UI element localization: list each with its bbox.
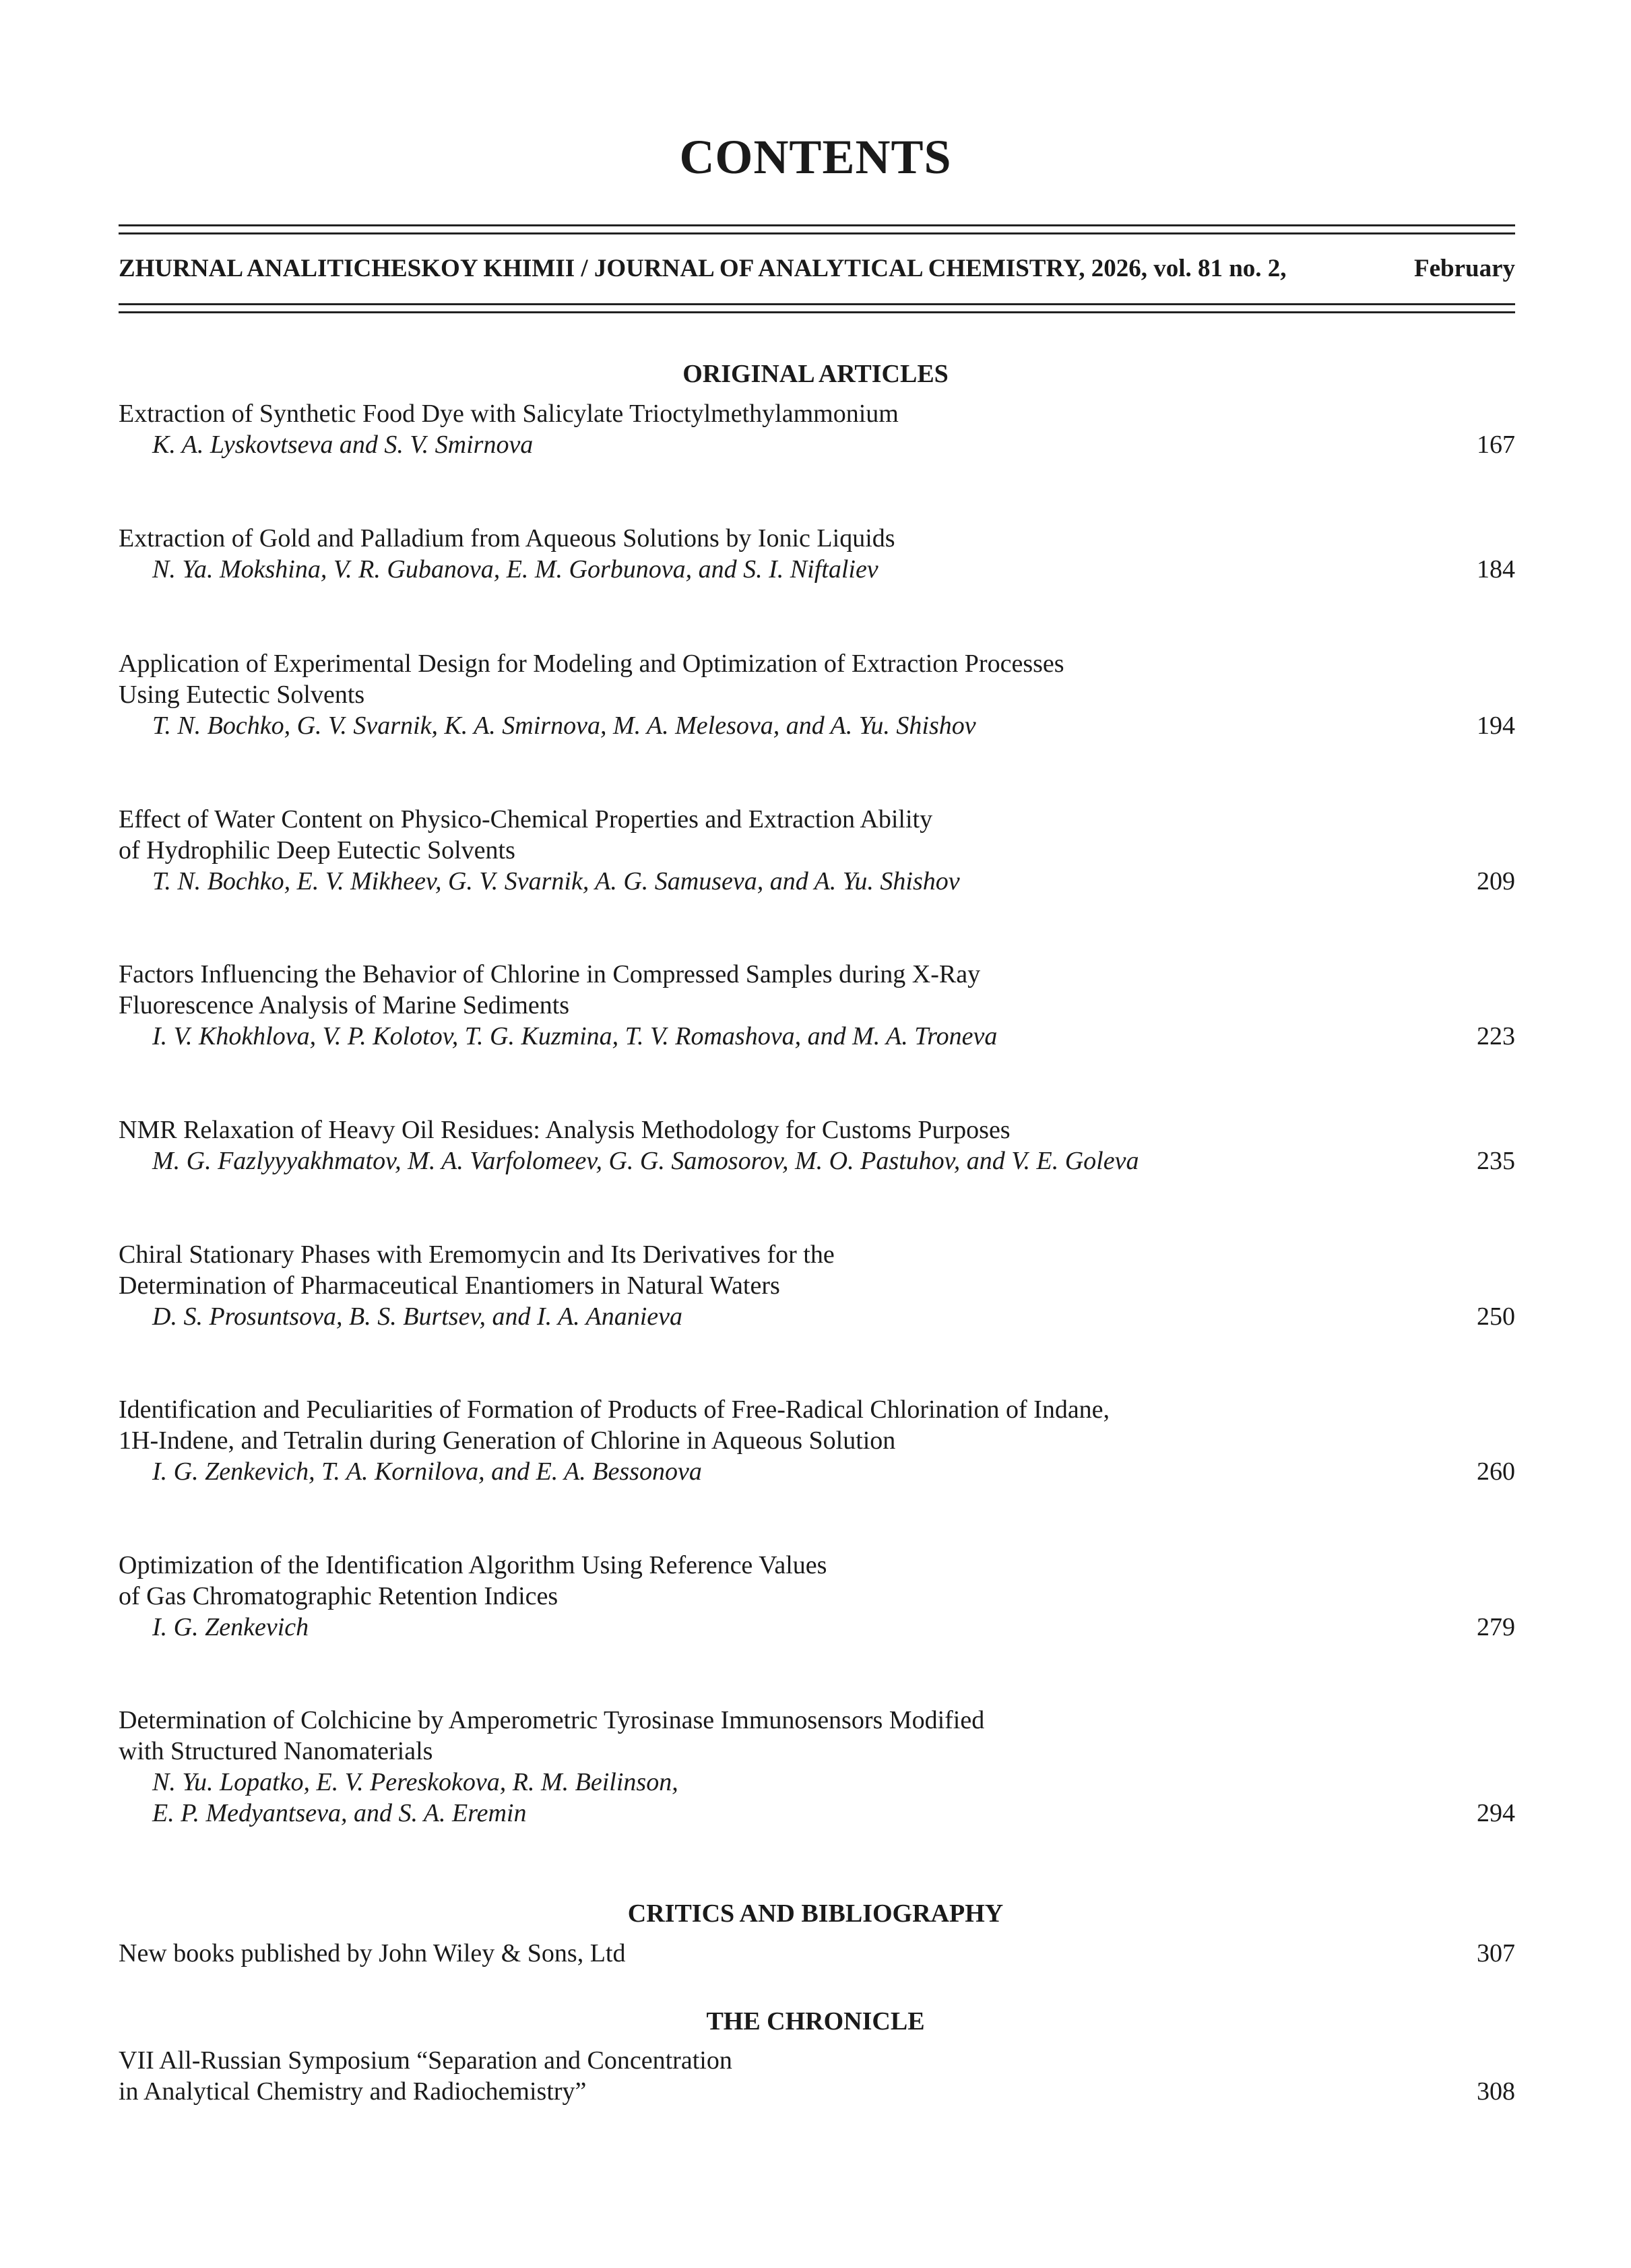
- entry-title-line: Using Eutectic Solvents: [119, 681, 365, 709]
- entry-authors: T. N. Bochko, G. V. Svarnik, K. A. Smirnova, M. A. Melesova, and A. Yu. Shishov: [152, 712, 976, 740]
- entry-title-line: New books published by John Wiley & Sons, Ltd: [119, 1939, 626, 1967]
- section-heading-the-chronicle: THE CHRONICLE: [706, 2007, 925, 2036]
- entry-authors: M. G. Fazlyyyakhmatov, M. A. Varfolomeev, G. G. Samosorov, M. O. Pastuhov, and V. E. Goleva: [152, 1147, 1139, 1175]
- entry-title-line: of Hydrophilic Deep Eutectic Solvents: [119, 836, 515, 864]
- toc-entry: [119, 1114, 1515, 1176]
- entry-title-line: with Structured Nanomaterials: [119, 1737, 433, 1765]
- entry-title-line: Determination of Colchicine by Amperometric Tyrosinase Immunosensors Modified: [119, 1706, 985, 1734]
- entry-authors: E. P. Medyantseva, and S. A. Eremin: [152, 1799, 527, 1827]
- toc-entry: [119, 1394, 1515, 1487]
- entry-title-line: Application of Experimental Design for Modeling and Optimization of Extraction Processes: [119, 650, 1064, 678]
- entry-title-line: VII All-Russian Symposium “Separation and Concentration: [119, 2046, 732, 2075]
- entry-page-number: 223: [1477, 1022, 1515, 1050]
- entry-authors: I. G. Zenkevich: [152, 1613, 309, 1641]
- entry-page-number: 167: [1477, 431, 1515, 459]
- toc-entry: [119, 2045, 1515, 2107]
- entry-page-number: 260: [1477, 1457, 1515, 1486]
- entry-title-line: Optimization of the Identification Algorithm Using Reference Values: [119, 1551, 827, 1579]
- header-rule-bottom-2: [119, 311, 1515, 313]
- entry-title-line: Extraction of Synthetic Food Dye with Salicylate Trioctylmethylammonium: [119, 400, 899, 428]
- entry-page-number: 307: [1477, 1939, 1515, 1967]
- entry-page-number: 209: [1477, 867, 1515, 895]
- entry-page-number: 279: [1477, 1613, 1515, 1641]
- entry-page-number: 184: [1477, 555, 1515, 584]
- page-title: CONTENTS: [679, 130, 952, 184]
- entry-authors: I. V. Khokhlova, V. P. Kolotov, T. G. Kuzmina, T. V. Romashova, and M. A. Troneva: [152, 1022, 998, 1050]
- section-heading-critics-and-bibliography: CRITICS AND BIBLIOGRAPHY: [627, 1899, 1004, 1928]
- entry-title-line: Extraction of Gold and Palladium from Aqueous Solutions by Ionic Liquids: [119, 524, 895, 553]
- entry-authors: D. S. Prosuntsova, B. S. Burtsev, and I. A. Ananieva: [152, 1302, 682, 1331]
- entry-authors: I. G. Zenkevich, T. A. Kornilova, and E. A. Bessonova: [152, 1457, 702, 1486]
- journal-month: February: [1413, 255, 1515, 282]
- toc-entry: [119, 1239, 1515, 1332]
- entry-page-number: 250: [1477, 1302, 1515, 1331]
- toc-entry: [119, 959, 1515, 1052]
- entry-authors: K. A. Lyskovtseva and S. V. Smirnova: [152, 431, 534, 459]
- entry-page-number: 294: [1477, 1799, 1515, 1827]
- entry-title-line: NMR Relaxation of Heavy Oil Residues: Analysis Methodology for Customs Purposes: [119, 1116, 1011, 1144]
- entry-page-number: 194: [1477, 712, 1515, 740]
- entry-title-line: Effect of Water Content on Physico-Chemical Properties and Extraction Ability: [119, 805, 933, 833]
- toc-entry: [119, 398, 1515, 460]
- entry-authors: T. N. Bochko, E. V. Mikheev, G. V. Svarnik, A. G. Samuseva, and A. Yu. Shishov: [152, 867, 960, 895]
- toc-entry: [119, 804, 1515, 897]
- entry-title-line: Determination of Pharmaceutical Enantiomers in Natural Waters: [119, 1271, 780, 1300]
- entry-authors: N. Ya. Mokshina, V. R. Gubanova, E. M. Gorbunova, and S. I. Niftaliev: [152, 555, 878, 584]
- entry-authors: N. Yu. Lopatko, E. V. Pereskokova, R. M. Beilinson,: [152, 1768, 678, 1796]
- entry-title-line: Factors Influencing the Behavior of Chlorine in Compressed Samples during X-Ray: [119, 960, 981, 988]
- header-rule-bottom-1: [119, 303, 1515, 305]
- entry-title-line: 1H-Indene, and Tetralin during Generation of Chlorine in Aqueous Solution: [119, 1426, 896, 1455]
- toc-entry: [119, 1938, 1515, 1969]
- toc-entry: [119, 1705, 1515, 1829]
- section-heading-original-articles: ORIGINAL ARTICLES: [682, 360, 949, 388]
- entry-title-line: in Analytical Chemistry and Radiochemistry”: [119, 2077, 587, 2106]
- header-rule-top-1: [119, 224, 1515, 226]
- entry-page-number: 235: [1477, 1147, 1515, 1175]
- entry-title-line: Identification and Peculiarities of Formation of Products of Free-Radical Chlorination of Indane,: [119, 1395, 1110, 1424]
- toc-entry: [119, 1550, 1515, 1643]
- entry-title-line: Chiral Stationary Phases with Eremomycin and Its Derivatives for the: [119, 1240, 835, 1269]
- entry-title-line: Fluorescence Analysis of Marine Sediments: [119, 991, 570, 1019]
- journal-header: [119, 254, 1515, 283]
- entry-page-number: 308: [1477, 2077, 1515, 2106]
- toc-entry: [119, 648, 1515, 741]
- toc-entry: [119, 523, 1515, 585]
- header-rule-top-2: [119, 232, 1515, 234]
- journal-line: ZHURNAL ANALITICHESKOY KHIMII / JOURNAL OF ANALYTICAL CHEMISTRY, 2026, vol. 81 no. 2,: [119, 255, 1287, 282]
- entry-title-line: of Gas Chromatographic Retention Indices: [119, 1582, 558, 1610]
